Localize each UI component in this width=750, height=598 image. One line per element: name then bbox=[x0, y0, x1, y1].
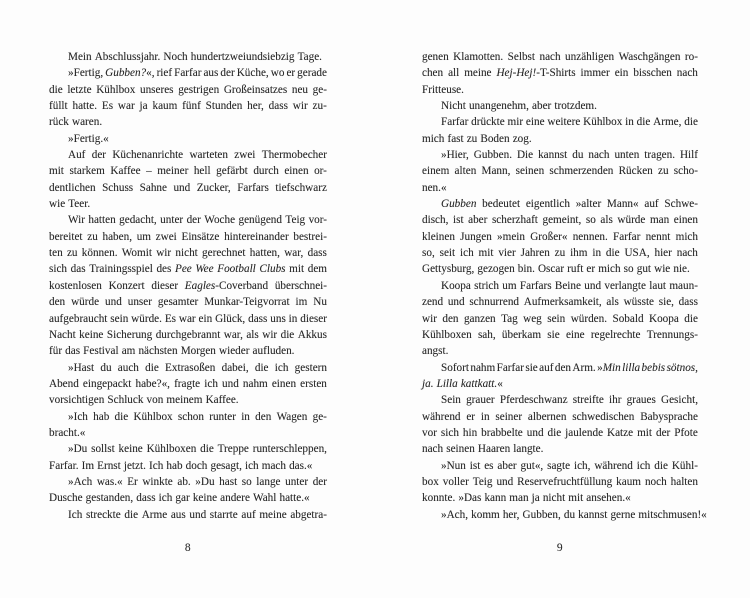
text-line: mit starkem Kaffee – meiner hell gefärbt durch einen or- bbox=[49, 165, 327, 178]
text-column bbox=[49, 49, 327, 523]
text-line: Gettysburg, gezogen bin. Oscar ruft er mich so gut wie nie. bbox=[422, 263, 690, 276]
text-line: sich das Trainingsspiel des Pee Wee Football Clubs mit dem bbox=[49, 263, 327, 276]
text-line: »Hast du auch die Extrasoßen dabei, die ich gestern bbox=[68, 361, 327, 374]
text-line: ten zu können. Womit wir nicht gerechnet hatten, war, dass bbox=[49, 247, 327, 260]
text-line: rück waren. bbox=[49, 116, 103, 129]
text-line: dentlichen Schuss Sahne und Zucker, Farfars tiefschwarz bbox=[49, 181, 327, 194]
text-line: »Fertig, Gubben?«, rief Farfar aus der Küche, wo er gerade bbox=[68, 67, 327, 80]
text-line: Farfar. Im Ernst jetzt. Ich hab doch gesagt, ich mach das.« bbox=[49, 459, 313, 472]
text-line: die letzte Kühlbox unseres gestrigen Großeinsatzes neu ge- bbox=[49, 83, 327, 96]
text-line: »Fertig.« bbox=[68, 132, 109, 145]
text-line: Wir hatten gedacht, unter der Woche genügend Teig vor- bbox=[68, 214, 327, 227]
text-line: vor sich hin brabbelte und die jaulende Katze mit der Pfote bbox=[422, 426, 698, 439]
text-line: Auf der Küchenanrichte warteten zwei Thermobecher bbox=[68, 149, 327, 162]
text-line: bereitet zu haben, um zwei Einsätze hintereinander bestrei- bbox=[49, 230, 327, 243]
text-line: mich fast zu Boden zog. bbox=[422, 132, 532, 145]
text-line: Sofort nahm Farfar sie auf den Arm. »Min lilla bebis sötnos, bbox=[441, 361, 698, 374]
text-line: Nicht unangenehm, aber trotzdem. bbox=[441, 100, 597, 113]
text-line: »Ich hab die Kühlbox schon runter in den Wagen ge- bbox=[68, 410, 327, 423]
text-line: für das Festival am nächsten Morgen wieder aufluden. bbox=[49, 345, 295, 358]
text-line: konnte. »Das kann man ja nicht mit ansehen.« bbox=[422, 492, 631, 505]
text-line: »Ach, komm her, Gubben, du kannst gerne mitschmusen!« bbox=[441, 508, 707, 521]
text-line: Dusche gestanden, dass ich gar keine andere Wahl hatte.« bbox=[49, 492, 310, 505]
text-line: einem alten Mann, seinen schmerzenden Rücken zu scho- bbox=[422, 165, 698, 178]
text-line: so, seit ich mit vier Jahren zu ihm in die USA, hier nach bbox=[422, 247, 698, 260]
text-line: wir den ganzen Tag weg sein würden. Sobald Koopa die bbox=[422, 312, 698, 325]
text-line: disch, ist aber scherzhaft gemeint, so als würde man einen bbox=[422, 214, 698, 227]
text-line: »Du sollst keine Kühlboxen die Treppe runterschleppen, bbox=[68, 443, 327, 456]
text-line: Fritteuse. bbox=[422, 83, 464, 96]
text-line: kostenlosen Konzert dieser Eagles-Coverband überschnei- bbox=[49, 279, 327, 292]
text-line: »Ach was.« Er winkte ab. »Du hast so lange unter der bbox=[68, 475, 327, 488]
text-line: Sein grauer Pferdeschwanz streifte ihr graues Gesicht, bbox=[441, 394, 698, 407]
text-line: während er in seiner albernen schwedischen Babysprache bbox=[422, 410, 698, 423]
page-left bbox=[49, 49, 327, 554]
text-line: Koopa strich um Farfars Beine und verlangte laut maun- bbox=[441, 279, 698, 292]
text-line: nach seinen Haaren langte. bbox=[422, 443, 544, 456]
text-line: vorsichtigen Schluck von meinem Kaffee. bbox=[49, 394, 239, 407]
text-line: box voller Teig und Reservefruchtfüllung kaum noch halten bbox=[422, 475, 698, 488]
text-line: Nacht keine Sicherung durchgebrannt war, als wir die Akkus bbox=[49, 328, 327, 341]
page-number: 9 bbox=[556, 541, 564, 554]
text-column bbox=[422, 49, 707, 523]
text-line: angst. bbox=[422, 345, 449, 358]
text-line: Abend eingepackt habe?«, fragte ich und nahm einen ersten bbox=[49, 377, 327, 390]
text-line: den würde und unser gesamter Munkar-Teigvorrat im Nu bbox=[49, 296, 327, 309]
text-line: chen all meine Hej-Hej!-T-Shirts immer ein bisschen nach bbox=[422, 67, 698, 80]
text-line: kleinen Jungen »mein Großer« nennen. Farfar nennt mich bbox=[422, 230, 698, 243]
text-line: ja. Lilla kattkatt.« bbox=[422, 377, 503, 390]
text-line: aufgebraucht sein würde. Es war ein Glück, dass uns in dieser bbox=[49, 312, 327, 325]
text-line: füllt hatte. Es war ja kaum fünf Stunden her, dass wir zu- bbox=[49, 100, 327, 113]
page-right bbox=[422, 49, 707, 554]
text-line: Mein Abschlussjahr. Noch hundertzweiundsiebzig Tage. bbox=[68, 51, 322, 63]
text-line: wie Teer. bbox=[49, 198, 91, 211]
text-line: Farfar drückte mir eine weitere Kühlbox in die Arme, die bbox=[441, 116, 698, 129]
text-line: Ich streckte die Arme aus und starrte auf meine abgetra- bbox=[68, 508, 327, 521]
text-line: nen.« bbox=[422, 181, 447, 194]
text-line: Kühlboxen sah, überkam sie eine regelrechte Trennungs- bbox=[422, 328, 698, 341]
text-line: zend und schnurrend Aufmerksamkeit, als wüsste sie, dass bbox=[422, 296, 698, 309]
text-line: genen Klamotten. Selbst nach unzähligen Waschgängen ro- bbox=[422, 51, 698, 63]
text-line: »Hier, Gubben. Die kannst du nach unten tragen. Hilf bbox=[441, 149, 698, 162]
text-line: bracht.« bbox=[49, 426, 86, 439]
text-line: »Nun ist es aber gut«, sagte ich, während ich die Kühl- bbox=[441, 459, 698, 472]
text-line: Gubben bedeutet eigentlich »alter Mann« auf Schwe- bbox=[441, 198, 698, 211]
page-number: 8 bbox=[184, 541, 192, 554]
